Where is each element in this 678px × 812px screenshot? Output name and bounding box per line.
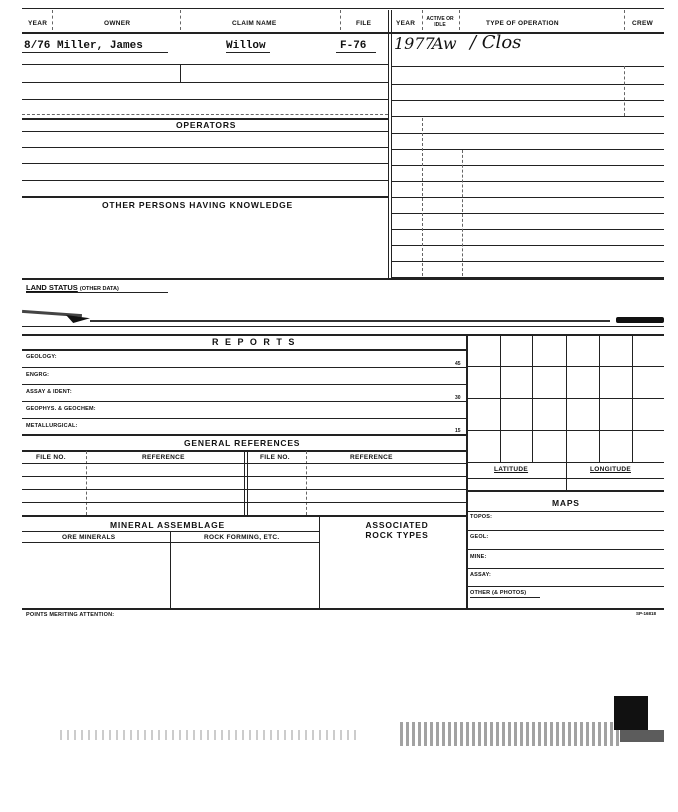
other-persons-heading: OTHER PERSONS HAVING KNOWLEDGE: [102, 200, 294, 210]
col-header-year: YEAR: [28, 20, 48, 27]
land-status-bottom-line: [22, 326, 664, 327]
form-bottom-border: [22, 608, 664, 610]
report-number-30: 30: [455, 395, 461, 401]
year-handwritten: 1977: [394, 34, 435, 53]
scan-noise: [400, 722, 620, 746]
row-line: [466, 530, 664, 531]
scan-noise: [60, 730, 360, 740]
owner-entry: 8/76 Miller, James: [24, 40, 143, 52]
row-line: [391, 165, 664, 166]
right-panel-border: [466, 334, 468, 608]
row-line: [22, 367, 466, 368]
general-refs-top-border: [22, 434, 466, 436]
row-line: [391, 261, 664, 262]
maps-assay-label: ASSAY:: [470, 572, 492, 578]
divider: [247, 451, 248, 515]
row-line: [466, 586, 664, 587]
refs-col-reference-2: REFERENCE: [350, 454, 393, 461]
row-line: [22, 384, 466, 385]
report-geophys-label: GEOPHYS. & GEOCHEM:: [26, 406, 96, 412]
divider: [340, 10, 341, 30]
divider: [422, 118, 423, 276]
row-line: [22, 99, 388, 100]
land-status-line: [90, 320, 610, 322]
upper-section-bottom-border: [22, 278, 664, 280]
row-line: [391, 133, 664, 134]
row-line: [466, 568, 664, 569]
divider: [244, 451, 245, 515]
row-line: [22, 64, 388, 65]
row-line: [391, 213, 664, 214]
latitude-label: LATITUDE: [494, 466, 529, 473]
land-status-heading: [26, 283, 119, 292]
claim-underline: [226, 52, 270, 53]
row-line: [22, 131, 388, 132]
reports-top-border: [22, 334, 664, 336]
maps-other-label: OTHER (& PHOTOS): [470, 590, 527, 596]
row-line: [391, 229, 664, 230]
col-header-owner: OWNER: [104, 20, 131, 27]
maps-top-border: [466, 490, 664, 492]
row-line: [391, 149, 664, 150]
mineral-top-border: [22, 515, 466, 517]
ore-minerals-label: ORE MINERALS: [62, 534, 116, 541]
refs-col-file-no-2: FILE NO.: [260, 454, 290, 461]
row-line: [22, 489, 466, 490]
form-code: SP-16818: [636, 611, 657, 616]
main-divider-left: [388, 10, 389, 278]
other-persons-top-border: [22, 196, 388, 198]
divider: [52, 10, 53, 30]
divider: [422, 10, 423, 30]
maps-heading: MAPS: [552, 498, 580, 508]
mineral-assemblage-heading: MINERAL ASSEMBLAGE: [110, 520, 225, 530]
maps-mine-label: MINE:: [470, 554, 487, 560]
divider: [306, 451, 307, 515]
col-header-active-or-idle: ACTIVE OR IDLE: [426, 16, 454, 28]
divider: [180, 64, 181, 82]
grid-line: [466, 430, 664, 431]
maps-topos-label: TOPOS:: [470, 514, 493, 520]
report-engrg-label: ENGRG:: [26, 372, 50, 378]
grid-line: [466, 462, 664, 463]
row-line: [391, 197, 664, 198]
refs-col-reference-1: REFERENCE: [142, 454, 185, 461]
col-header-year-2: YEAR: [396, 20, 416, 27]
row-line: [466, 511, 664, 512]
report-assay-label: ASSAY & IDENT:: [26, 389, 72, 395]
row-line: [22, 542, 319, 543]
maps-other-underline: [470, 597, 540, 598]
row-line: [391, 181, 664, 182]
header-bottom-border: [22, 32, 664, 34]
divider: [86, 451, 87, 515]
scan-black-mark: [614, 696, 648, 730]
grid-line: [466, 366, 664, 367]
row-line: [22, 147, 388, 148]
main-divider-right: [391, 10, 392, 278]
grid-line: [566, 334, 567, 490]
grid-line: [466, 478, 664, 479]
refs-col-file-no-1: FILE NO.: [36, 454, 66, 461]
file-underline: [336, 52, 376, 53]
operation-handwritten: / Clos: [470, 32, 522, 53]
report-number-15: 15: [455, 428, 461, 434]
active-handwritten: Aw: [432, 34, 457, 53]
report-metallurgical-label: METALLURGICAL:: [26, 423, 78, 429]
report-number-45: 45: [455, 361, 461, 367]
grid-line: [466, 398, 664, 399]
divider: [624, 10, 625, 30]
divider: [462, 150, 463, 276]
col-header-claim-name: CLAIM NAME: [232, 20, 277, 27]
row-line: [22, 180, 388, 181]
row-line: [22, 163, 388, 164]
row-line: [22, 463, 466, 464]
report-geology-label: GEOLOGY:: [26, 354, 57, 360]
top-border: [22, 8, 664, 9]
maps-geol-label: GEOL:: [470, 534, 489, 540]
row-line: [22, 476, 466, 477]
row-line: [391, 116, 664, 117]
operators-heading: OPERATORS: [176, 120, 237, 130]
divider: [459, 10, 460, 30]
col-header-type-of-operation: TYPE OF OPERATION: [486, 20, 559, 27]
points-meriting-attention-label: POINTS MERITING ATTENTION:: [26, 612, 115, 618]
reports-heading: R E P O R T S: [212, 337, 297, 347]
row-line: [22, 82, 388, 83]
associated-rock-types-heading: ASSOCIATED ROCK TYPES: [365, 520, 429, 540]
general-references-heading: GENERAL REFERENCES: [184, 438, 301, 448]
row-line: [22, 502, 466, 503]
row-line: [466, 549, 664, 550]
scan-noise: [620, 730, 664, 742]
longitude-label: LONGITUDE: [590, 466, 631, 473]
claim-name-entry: Willow: [226, 40, 266, 52]
divider: [180, 10, 181, 30]
land-status-label: LAND STATUS: [26, 283, 78, 292]
row-line: [22, 418, 466, 419]
row-line: [22, 401, 466, 402]
divider: [319, 516, 320, 608]
row-line: [391, 245, 664, 246]
divider: [624, 66, 625, 116]
land-status-underline: [26, 292, 168, 293]
owner-underline: [22, 52, 168, 53]
file-entry: F-76: [340, 40, 367, 52]
smudge-mark: [616, 317, 664, 323]
reports-heading-bottom: [22, 349, 466, 351]
land-status-note: (OTHER DATA): [79, 286, 119, 292]
col-header-file: FILE: [356, 20, 372, 27]
rock-forming-label: ROCK FORMING, ETC.: [204, 534, 280, 541]
col-header-crew: CREW: [632, 20, 654, 27]
row-line: [22, 114, 388, 115]
